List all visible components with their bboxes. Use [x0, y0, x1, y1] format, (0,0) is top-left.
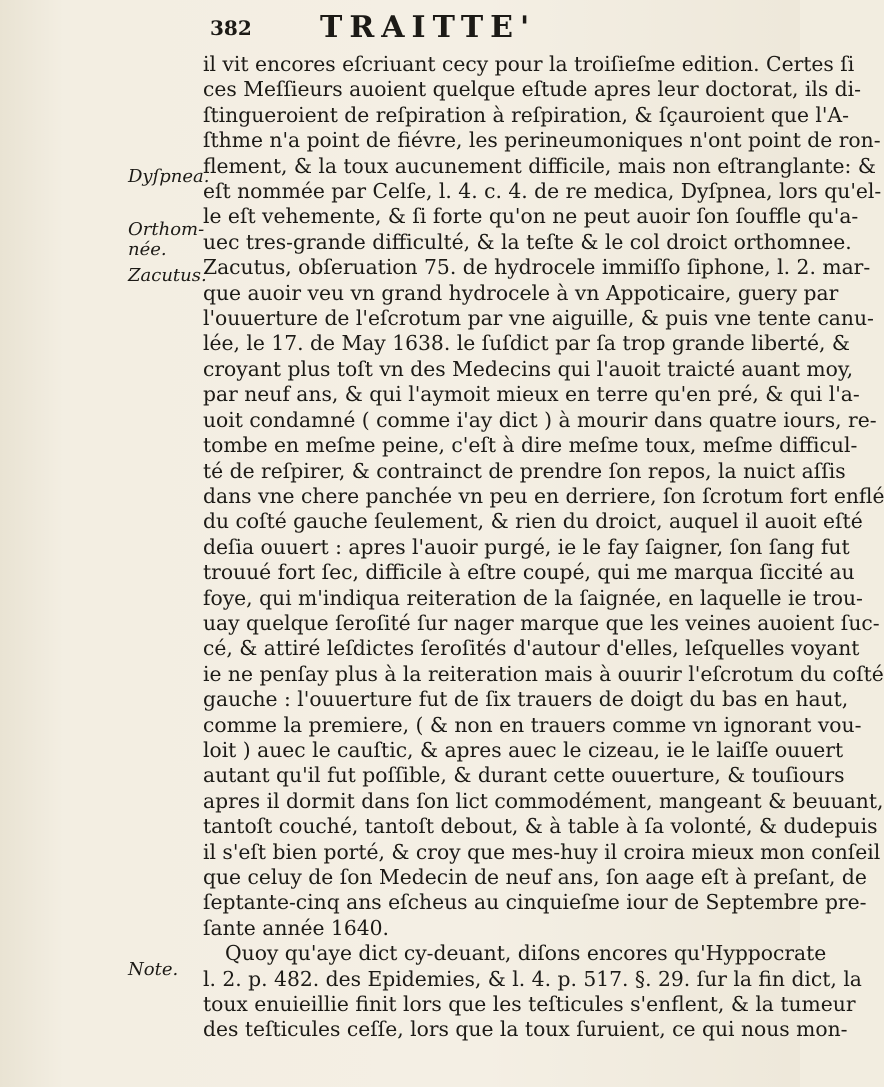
text-line: Quoy qu'aye dict cy-deuant, diſons encores qu'Hyppocrate [225, 941, 827, 966]
text-line: ie ne penſay plus à la reiteration mais à ouurir l'eſcrotum du coſté [203, 661, 884, 686]
text-line: lée, le 17. de May 1638. le ſuſdict par ſa trop grande liberté, & [203, 331, 850, 356]
text-line: loit ) auec le cauſtic, & apres auec le cizeau, ie le laiſſe ouuert [203, 737, 844, 762]
margin-note-orthomnee-cont: née. [128, 239, 167, 260]
text-line: flement, & la toux aucunement difficile, mais non eſtranglante: & [203, 153, 876, 178]
text-line: par neuf ans, & qui l'aymoit mieux en terre qu'en pré, & qui l'a- [203, 382, 860, 407]
text-line: des teſticules ceſſe, lors que la toux ſuruient, ce qui nous mon- [203, 1017, 848, 1042]
text-line: ces Meſſieurs auoient quelque eſtude apres leur doctorat, ils di- [203, 77, 862, 102]
text-line: uay quelque ſeroſité ſur nager marque que les veines auoient ſuc- [203, 610, 880, 635]
text-line: comme la premiere, ( & non en trauers comme vn ignorant vou- [203, 712, 862, 737]
text-line: deſia ouuert : apres l'auoir purgé, ie le fay ſaigner, ſon ſang fut [203, 534, 850, 559]
text-line: il vit encores eſcriuant cecy pour la troiſieſme edition. Certes ſi [203, 52, 855, 76]
page-header [210, 10, 790, 50]
margin-note-orthomnee: Orthom- [128, 219, 205, 240]
margin-note-dyspnea: Dyſpnea. [128, 166, 210, 187]
text-line: l. 2. p. 482. des Epidemies, & l. 4. p. 517. §. 29. ſur la fin dict, la [203, 966, 862, 991]
text-line: trouué fort ſec, difficile à eſtre coupé, qui me marqua ſiccité au [203, 560, 855, 585]
running-title: TRAITTE' [320, 10, 537, 45]
text-line: uec tres-grande difficulté, & la teſte & le col droict orthomnee. [203, 229, 852, 254]
text-line: ſtingueroient de reſpiration à reſpiration, & ſçauroient que l'A- [203, 102, 849, 127]
margin-note-zacutus: Zacutus. [128, 265, 207, 286]
text-line: toux enuieillie finit lors que les teſticules s'enflent, & la tumeur [203, 992, 856, 1017]
text-line: il s'eſt bien porté, & croy que mes-huy il croira mieux mon conſeil [203, 839, 881, 864]
text-line: gauche : l'ouuerture fut de ſix trauers de doigt du bas en haut, [203, 687, 849, 712]
body-text [203, 52, 884, 1043]
page-number: 382 [210, 16, 252, 40]
text-line: le eſt vehemente, & ſi forte qu'on ne peut auoir ſon ſouffle qu'a- [203, 204, 859, 229]
text-line: l'ouuerture de l'eſcrotum par vne aiguille, & puis vne tente canu- [203, 306, 874, 331]
text-line: eſt nommée par Celſe, l. 4. c. 4. de re medica, Dyſpnea, lors qu'el- [203, 179, 882, 204]
text-line: dans vne chere panchée vn peu en derriere, ſon ſcrotum fort enflé [203, 483, 884, 508]
text-line: té de reſpirer, & contrainct de prendre ſon repos, la nuict aſſis [203, 458, 846, 483]
text-line: que auoir veu vn grand hydrocele à vn Appoticaire, guery par [203, 280, 839, 305]
text-line: autant qu'il fut poſſible, & durant cette ouuerture, & touſiours [203, 763, 845, 788]
text-line: cé, & attiré leſdictes ſeroſités d'autour d'elles, leſquelles voyant [203, 636, 860, 661]
text-line: ſante année 1640. [203, 915, 389, 940]
text-line: tombe en meſme peine, c'eſt à dire meſme toux, meſme difficul- [203, 433, 858, 458]
margin-note-note: Note. [128, 959, 179, 980]
text-line: croyant plus toſt vn des Medecins qui l'auoit traicté auant moy, [203, 356, 854, 381]
text-line: foye, qui m'indiqua reiteration de la ſaignée, en laquelle ie trou- [203, 585, 863, 610]
text-line: ſthme n'a point de fiévre, les perineumoniques n'ont point de ron- [203, 128, 881, 153]
text-line: tantoſt couché, tantoſt debout, & à table à ſa volonté, & dudepuis [203, 814, 878, 839]
text-line: que celuy de ſon Medecin de neuf ans, ſon aage eſt à preſant, de [203, 865, 867, 889]
text-line: Zacutus, obſeruation 75. de hydrocele immiſſo ſiphone, l. 2. mar- [203, 255, 871, 280]
text-line: du coſté gauche ſeulement, & rien du droict, auquel il auoit eſté [203, 509, 863, 534]
text-line: uoit condamné ( comme i'ay dict ) à mourir dans quatre iours, re- [203, 407, 877, 432]
text-line: ſeptante-cinq ans eſcheus au cinquieſme iour de Septembre pre- [203, 890, 867, 915]
text-line: apres il dormit dans ſon lict commodément, mangeant & beuuant, [203, 788, 884, 813]
